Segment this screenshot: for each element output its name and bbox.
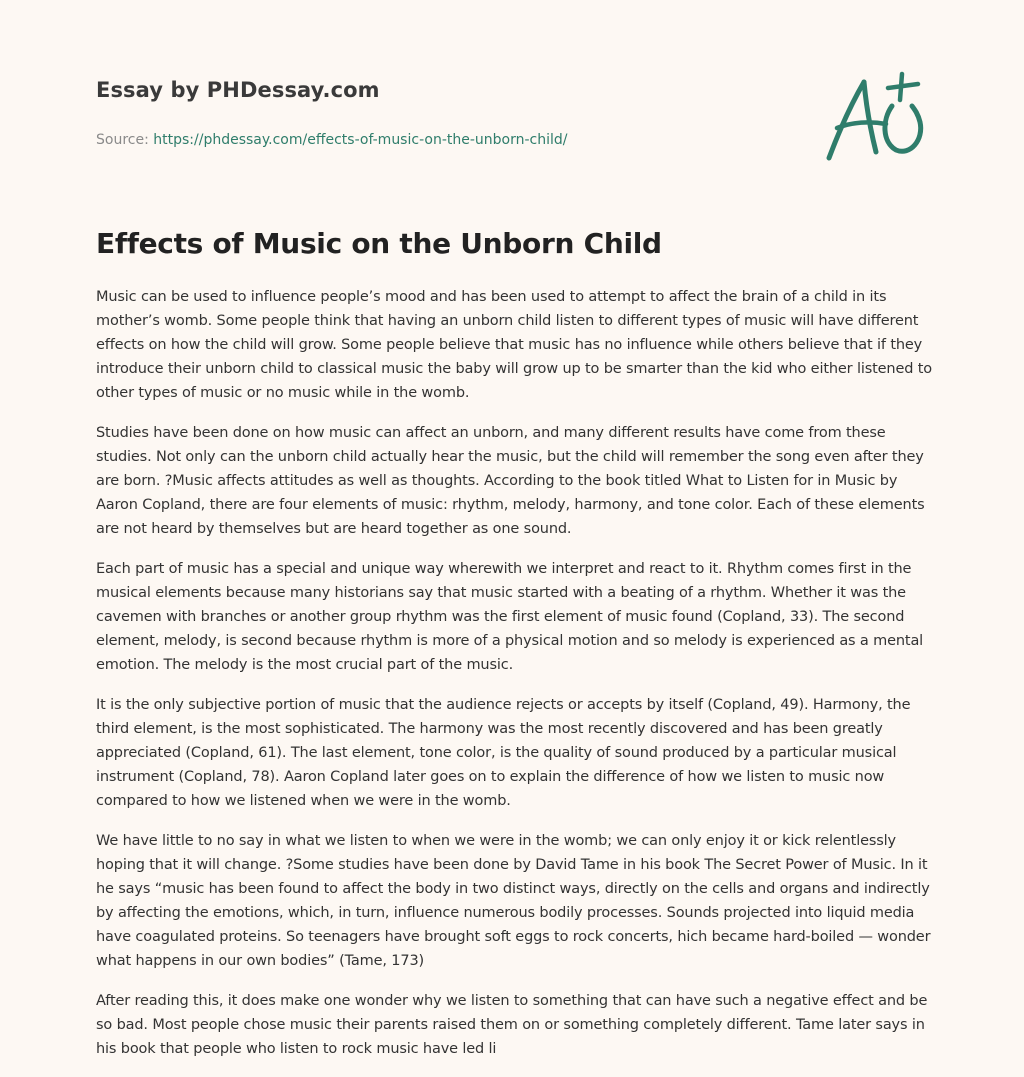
a-plus-logo-icon	[820, 66, 930, 166]
source-line	[96, 131, 736, 149]
essay-paragraph: Music can be used to influence people’s mood and has been used to attempt to affect the brain of a child in its mother’s womb. Some people think that having an unborn child listen to different types of music will have different effects on how the child will grow. Some people believe that music has no influence while others believe that if they introduce their unborn child to classical music the baby will grow up to be smarter than the kid who either listened to other types of music or no music while in the womb.	[96, 289, 933, 401]
essay-header	[96, 76, 736, 149]
essay-paragraph: It is the only subjective portion of music that the audience rejects or accepts by itself (Copland, 49). Harmony, the third element, is the most sophisticated. The harmony was the most recently discovered and has been greatly appreciated (Copland, 61). The last element, tone color, is the quality of sound produced by a particular musical instrument (Copland, 78). Aaron Copland later goes on to explain the difference of how we listen to music now compared to how we listened when we were in the womb.	[96, 697, 911, 809]
site-brand: Essay by PHDessay.com	[96, 78, 380, 102]
essay-paragraph: After reading this, it does make one wonder why we listen to something that can have such a negative effect and be so bad. Most people chose music their parents raised them on or something completely different. Tame later says in his book that people who listen to rock music have led li	[96, 993, 928, 1057]
essay-paragraph: We have little to no say in what we listen to when we were in the womb; we can only enjoy it or kick relentlessly hoping that it will change. ?Some studies have been done by David Tame in his book The Secret Power of Music. In it he says “music has been found to affect the body in two distinct ways, directly on the cells and organs and indirectly by affecting the emotions, which, in turn, influence numerous bodily processes. Sounds projected into liquid media have coagulated proteins. So teenagers have brought soft eggs to rock concerts, hich became hard-boiled — wonder what happens in our own bodies” (Tame, 173)	[96, 833, 931, 969]
essay-title: Effects of Music on the Unborn Child	[96, 227, 662, 260]
essay-paragraph: Each part of music has a special and unique way wherewith we interpret and react to it. Rhythm comes first in the musical elements because many historians say that music started with a beating of a rhythm. Whether it was the cavemen with branches or another group rhythm was the first element of music found (Copland, 33). The second element, melody, is second because rhythm is more of a physical motion and so melody is experienced as a mental emotion. The melody is the most crucial part of the music.	[96, 561, 924, 673]
source-label: Source:	[96, 132, 154, 148]
source-link[interactable]: https://phdessay.com/effects-of-music-on-the-unborn-child/	[153, 132, 568, 148]
essay-body	[96, 285, 932, 1077]
essay-paragraph: Studies have been done on how music can affect an unborn, and many different results have come from these studies. Not only can the unborn child actually hear the music, but the child will remember the song even after they are born. ?Music affects attitudes as well as thoughts. According to the book titled What to Listen for in Music by Aaron Copland, there are four elements of music: rhythm, melody, harmony, and tone color. Each of these elements are not heard by themselves but are heard together as one sound.	[96, 425, 925, 537]
